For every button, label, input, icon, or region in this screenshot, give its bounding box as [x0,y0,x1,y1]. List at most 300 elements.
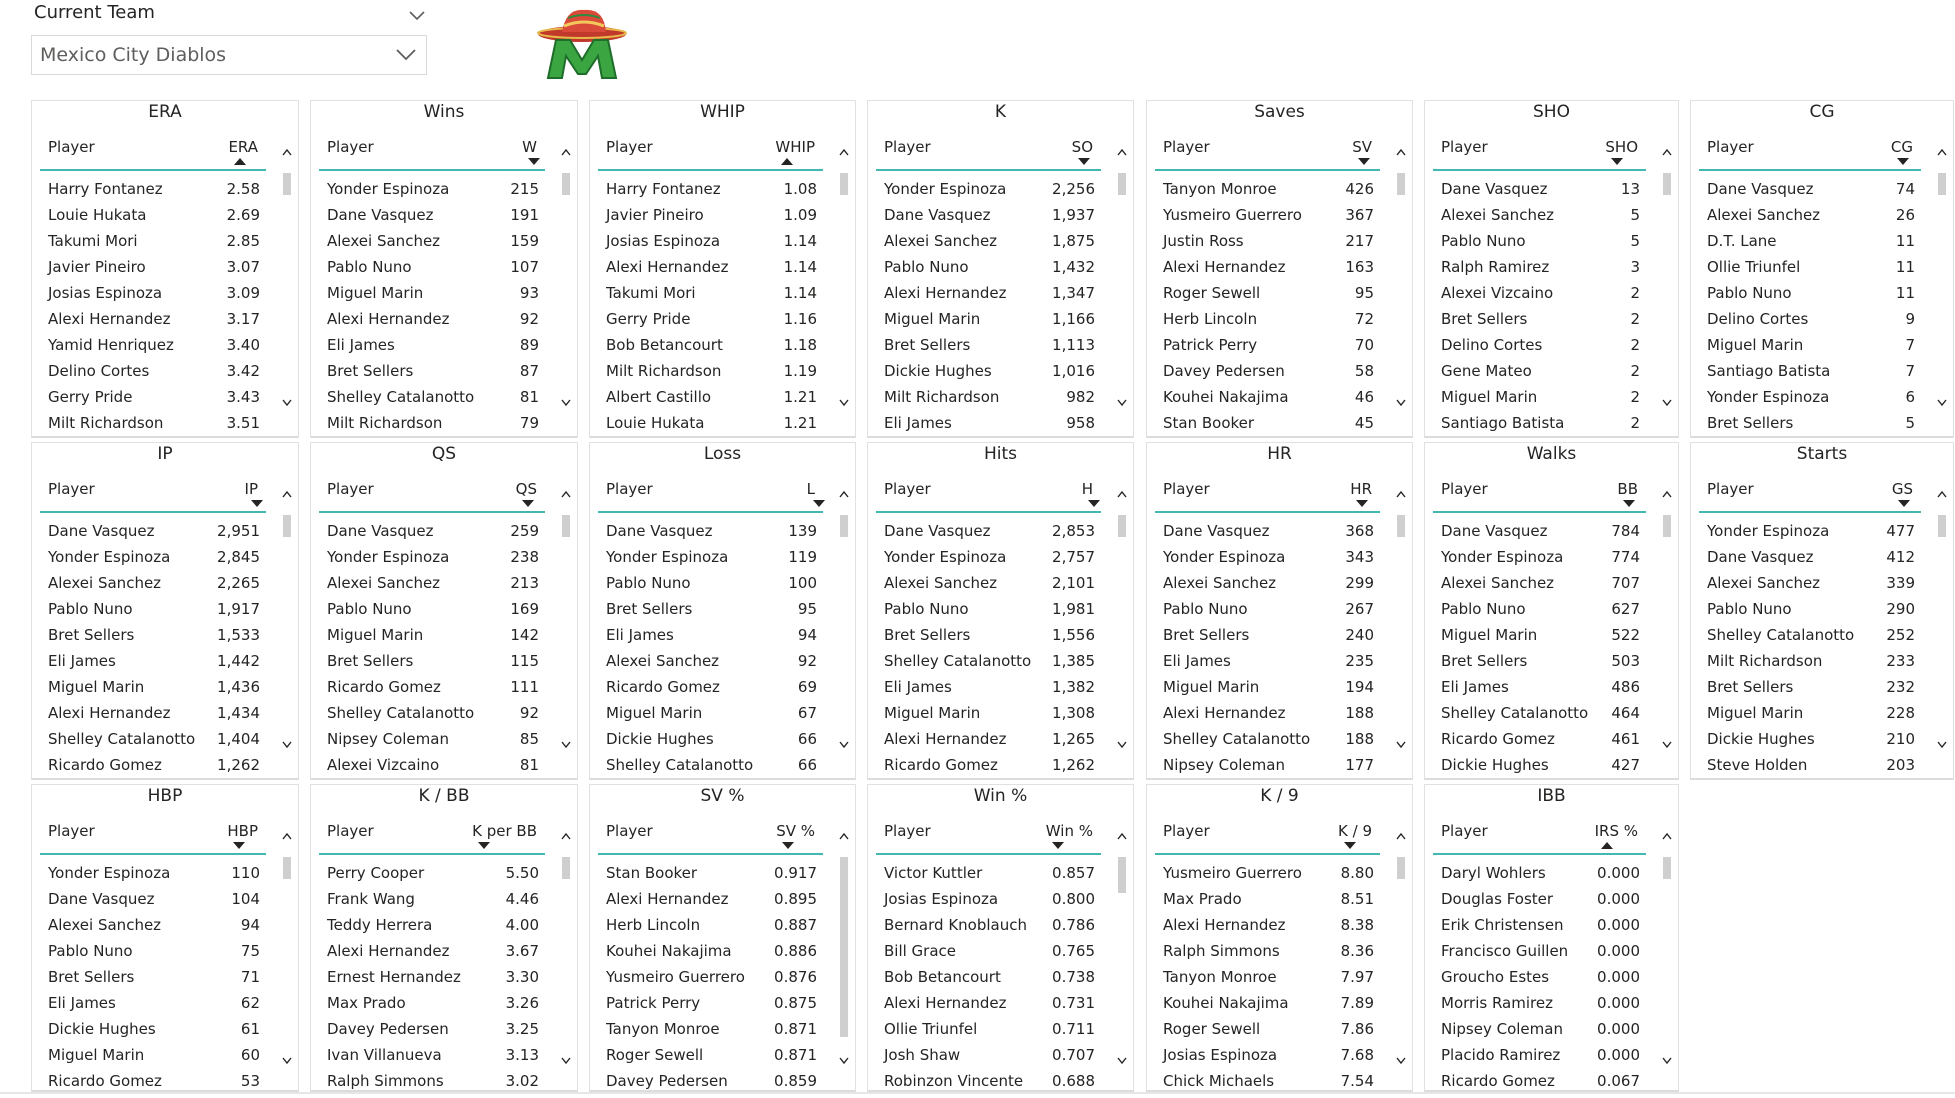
scrollbar-thumb[interactable] [562,515,570,537]
table-row[interactable] [868,890,1133,916]
table-row[interactable] [1147,362,1412,388]
table-row[interactable] [311,362,577,388]
table-row[interactable] [32,548,298,574]
table-row[interactable] [868,232,1133,258]
table-row[interactable] [1691,548,1953,574]
table-row[interactable] [1425,968,1678,994]
sort-descending-icon[interactable] [1898,500,1910,507]
scrollbar-thumb[interactable] [1118,857,1126,893]
table-row[interactable] [32,994,298,1020]
scroll-down-icon[interactable] [282,1057,292,1065]
table-row[interactable] [311,942,577,968]
scroll-down-icon[interactable] [1396,741,1406,749]
table-row[interactable] [868,864,1133,890]
scrollbar-thumb[interactable] [840,173,848,195]
table-row[interactable] [1425,414,1678,440]
table-row[interactable] [1425,522,1678,548]
table-row[interactable] [1691,704,1953,730]
table-row[interactable] [32,626,298,652]
table-row[interactable] [590,548,855,574]
table-row[interactable] [1147,890,1412,916]
scrollbar-thumb[interactable] [1118,515,1126,537]
table-row[interactable] [1691,522,1953,548]
table-row[interactable] [311,548,577,574]
column-header-stat[interactable]: IRS % [1594,822,1638,840]
table-row[interactable] [868,1020,1133,1046]
table-row[interactable] [311,1072,577,1098]
table-row[interactable] [590,864,855,890]
table-row[interactable] [32,284,298,310]
sort-descending-icon[interactable] [1344,842,1356,849]
column-header-player[interactable]: Player [1441,480,1488,498]
table-row[interactable] [311,574,577,600]
table-row[interactable] [311,916,577,942]
table-row[interactable] [1691,284,1953,310]
table-row[interactable] [32,206,298,232]
table-row[interactable] [868,704,1133,730]
table-row[interactable] [311,310,577,336]
table-row[interactable] [1425,232,1678,258]
table-row[interactable] [311,968,577,994]
table-row[interactable] [1147,206,1412,232]
table-row[interactable] [1147,994,1412,1020]
table-row[interactable] [311,600,577,626]
table-row[interactable] [1691,388,1953,414]
column-header-stat[interactable]: GS [1891,480,1913,498]
table-row[interactable] [1691,232,1953,258]
table-row[interactable] [1147,652,1412,678]
table-row[interactable] [868,600,1133,626]
column-header-player[interactable]: Player [884,480,931,498]
table-row[interactable] [1425,864,1678,890]
table-row[interactable] [1147,414,1412,440]
table-row[interactable] [32,890,298,916]
table-row[interactable] [1147,600,1412,626]
scroll-up-icon[interactable] [1396,148,1406,156]
table-row[interactable] [1147,864,1412,890]
scroll-down-icon[interactable] [1117,1057,1127,1065]
table-row[interactable] [1691,678,1953,704]
table-row[interactable] [311,284,577,310]
sort-descending-icon[interactable] [478,842,490,849]
table-row[interactable] [868,362,1133,388]
scrollbar-thumb[interactable] [283,857,291,879]
column-header-player[interactable]: Player [606,138,653,156]
scroll-down-icon[interactable] [561,741,571,749]
table-row[interactable] [1147,942,1412,968]
table-row[interactable] [1425,574,1678,600]
table-row[interactable] [311,336,577,362]
column-header-player[interactable]: Player [48,138,95,156]
table-row[interactable] [1147,258,1412,284]
scrollbar-thumb[interactable] [1663,515,1671,537]
table-row[interactable] [32,414,298,440]
column-header-stat[interactable]: SV [1352,138,1372,156]
table-row[interactable] [1147,310,1412,336]
column-header-stat[interactable]: HBP [227,822,258,840]
sort-descending-icon[interactable] [1611,158,1623,165]
column-header-player[interactable]: Player [1441,822,1488,840]
table-row[interactable] [32,916,298,942]
column-header-player[interactable]: Player [327,822,374,840]
scroll-down-icon[interactable] [1662,741,1672,749]
table-row[interactable] [1425,180,1678,206]
table-row[interactable] [32,704,298,730]
sort-descending-icon[interactable] [1052,842,1064,849]
table-row[interactable] [1147,336,1412,362]
column-header-stat[interactable]: Win % [1045,822,1093,840]
table-row[interactable] [1425,626,1678,652]
scroll-up-icon[interactable] [561,490,571,498]
scroll-down-icon[interactable] [1662,1057,1672,1065]
scrollbar-thumb[interactable] [1938,173,1946,195]
scroll-up-icon[interactable] [1662,490,1672,498]
scrollbar-thumb[interactable] [1397,173,1405,195]
table-row[interactable] [1147,574,1412,600]
table-row[interactable] [1147,916,1412,942]
table-row[interactable] [311,1046,577,1072]
sort-ascending-icon[interactable] [234,158,246,165]
table-row[interactable] [1691,574,1953,600]
scroll-up-icon[interactable] [282,832,292,840]
table-row[interactable] [1425,994,1678,1020]
column-header-stat[interactable]: CG [1890,138,1913,156]
table-row[interactable] [311,206,577,232]
sort-descending-icon[interactable] [1623,500,1635,507]
scroll-up-icon[interactable] [1662,148,1672,156]
table-row[interactable] [590,652,855,678]
table-row[interactable] [311,180,577,206]
table-row[interactable] [1691,180,1953,206]
scrollbar-thumb[interactable] [840,857,848,1037]
column-header-player[interactable]: Player [327,480,374,498]
table-row[interactable] [1147,284,1412,310]
column-header-player[interactable]: Player [48,480,95,498]
table-row[interactable] [32,756,298,782]
table-row[interactable] [868,284,1133,310]
scroll-up-icon[interactable] [561,148,571,156]
column-header-stat[interactable]: WHIP [775,138,815,156]
scroll-down-icon[interactable] [282,399,292,407]
column-header-stat[interactable]: H [1081,480,1093,498]
table-row[interactable] [1691,336,1953,362]
table-row[interactable] [1425,388,1678,414]
table-row[interactable] [590,232,855,258]
table-row[interactable] [1425,704,1678,730]
scrollbar-thumb[interactable] [283,515,291,537]
table-row[interactable] [311,232,577,258]
table-row[interactable] [590,414,855,440]
table-row[interactable] [311,730,577,756]
column-header-stat[interactable]: L [806,480,815,498]
table-row[interactable] [1425,678,1678,704]
sort-descending-icon[interactable] [1897,158,1909,165]
table-row[interactable] [311,522,577,548]
table-row[interactable] [590,258,855,284]
scroll-up-icon[interactable] [1396,490,1406,498]
table-row[interactable] [1425,890,1678,916]
column-header-player[interactable]: Player [606,480,653,498]
scrollbar-thumb[interactable] [840,515,848,537]
table-row[interactable] [1425,942,1678,968]
table-row[interactable] [32,968,298,994]
scroll-up-icon[interactable] [561,832,571,840]
table-row[interactable] [1147,678,1412,704]
table-row[interactable] [1691,756,1953,782]
scroll-down-icon[interactable] [561,1057,571,1065]
scrollbar-thumb[interactable] [1397,515,1405,537]
table-row[interactable] [1691,414,1953,440]
table-row[interactable] [1425,1046,1678,1072]
sort-descending-icon[interactable] [522,500,534,507]
scroll-down-icon[interactable] [1662,399,1672,407]
scrollbar-thumb[interactable] [283,173,291,195]
table-row[interactable] [1147,1020,1412,1046]
scroll-up-icon[interactable] [839,490,849,498]
column-header-stat[interactable]: SO [1071,138,1093,156]
table-row[interactable] [590,388,855,414]
scroll-up-icon[interactable] [282,490,292,498]
sort-descending-icon[interactable] [1356,500,1368,507]
scroll-up-icon[interactable] [839,148,849,156]
table-row[interactable] [32,574,298,600]
table-row[interactable] [868,258,1133,284]
column-header-stat[interactable]: QS [515,480,537,498]
column-header-stat[interactable]: HR [1350,480,1372,498]
table-row[interactable] [32,310,298,336]
table-row[interactable] [32,1020,298,1046]
table-row[interactable] [311,864,577,890]
table-row[interactable] [32,1046,298,1072]
scroll-down-icon[interactable] [1117,741,1127,749]
table-row[interactable] [590,522,855,548]
table-row[interactable] [868,388,1133,414]
scroll-down-icon[interactable] [839,399,849,407]
table-row[interactable] [1147,756,1412,782]
table-row[interactable] [1425,362,1678,388]
table-row[interactable] [1147,548,1412,574]
scrollbar-thumb[interactable] [1397,857,1405,879]
table-row[interactable] [32,1072,298,1098]
table-row[interactable] [590,942,855,968]
table-row[interactable] [590,1020,855,1046]
table-row[interactable] [590,600,855,626]
table-row[interactable] [868,414,1133,440]
scroll-up-icon[interactable] [839,832,849,840]
table-row[interactable] [1147,968,1412,994]
table-row[interactable] [868,336,1133,362]
table-row[interactable] [32,180,298,206]
table-row[interactable] [1425,1020,1678,1046]
table-row[interactable] [311,704,577,730]
table-row[interactable] [32,232,298,258]
sort-ascending-icon[interactable] [1601,842,1613,849]
table-row[interactable] [311,994,577,1020]
table-row[interactable] [868,626,1133,652]
column-header-player[interactable]: Player [1707,480,1754,498]
table-row[interactable] [311,626,577,652]
table-row[interactable] [868,1072,1133,1098]
table-row[interactable] [590,678,855,704]
sort-descending-icon[interactable] [1358,158,1370,165]
scroll-down-icon[interactable] [1117,399,1127,407]
scroll-down-icon[interactable] [1937,399,1947,407]
table-row[interactable] [311,678,577,704]
table-row[interactable] [868,548,1133,574]
scroll-down-icon[interactable] [282,741,292,749]
scrollbar-thumb[interactable] [1663,857,1671,879]
column-header-player[interactable]: Player [1163,138,1210,156]
column-header-stat[interactable]: K / 9 [1338,822,1372,840]
column-header-player[interactable]: Player [606,822,653,840]
scroll-down-icon[interactable] [561,399,571,407]
sort-ascending-icon[interactable] [781,158,793,165]
table-row[interactable] [868,206,1133,232]
scroll-down-icon[interactable] [839,741,849,749]
table-row[interactable] [868,678,1133,704]
table-row[interactable] [311,414,577,440]
column-header-stat[interactable]: IP [244,480,258,498]
table-row[interactable] [868,730,1133,756]
column-header-stat[interactable]: SHO [1605,138,1638,156]
column-header-stat[interactable]: K per BB [472,822,537,840]
column-header-stat[interactable]: W [522,138,537,156]
table-row[interactable] [868,916,1133,942]
table-row[interactable] [590,994,855,1020]
table-row[interactable] [1425,730,1678,756]
table-row[interactable] [32,600,298,626]
table-row[interactable] [32,864,298,890]
table-row[interactable] [1425,600,1678,626]
table-row[interactable] [1691,626,1953,652]
scrollbar-thumb[interactable] [1938,515,1946,537]
table-row[interactable] [1147,1072,1412,1098]
table-row[interactable] [868,1046,1133,1072]
table-row[interactable] [1691,258,1953,284]
sort-descending-icon[interactable] [782,842,794,849]
table-row[interactable] [868,942,1133,968]
table-row[interactable] [32,336,298,362]
sort-descending-icon[interactable] [528,158,540,165]
column-header-player[interactable]: Player [327,138,374,156]
table-row[interactable] [590,730,855,756]
table-row[interactable] [1425,206,1678,232]
table-row[interactable] [590,756,855,782]
table-row[interactable] [1691,730,1953,756]
sort-descending-icon[interactable] [251,500,263,507]
table-row[interactable] [590,336,855,362]
scrollbar-thumb[interactable] [562,857,570,879]
scroll-down-icon[interactable] [839,1057,849,1065]
table-row[interactable] [32,362,298,388]
table-row[interactable] [1425,258,1678,284]
table-row[interactable] [1147,626,1412,652]
table-row[interactable] [1147,1046,1412,1072]
table-row[interactable] [868,756,1133,782]
scroll-up-icon[interactable] [1396,832,1406,840]
table-row[interactable] [32,258,298,284]
table-row[interactable] [311,258,577,284]
table-row[interactable] [1691,652,1953,678]
table-row[interactable] [868,994,1133,1020]
scroll-down-icon[interactable] [1396,399,1406,407]
column-header-stat[interactable]: BB [1617,480,1638,498]
table-row[interactable] [1425,284,1678,310]
table-row[interactable] [1425,1072,1678,1098]
table-row[interactable] [311,756,577,782]
table-row[interactable] [868,574,1133,600]
team-dropdown[interactable] [31,35,427,75]
scrollbar-thumb[interactable] [562,173,570,195]
scroll-down-icon[interactable] [1396,1057,1406,1065]
table-row[interactable] [1147,180,1412,206]
scrollbar-thumb[interactable] [1118,173,1126,195]
table-row[interactable] [32,730,298,756]
table-row[interactable] [1425,336,1678,362]
column-header-stat[interactable]: ERA [228,138,258,156]
table-row[interactable] [1691,206,1953,232]
column-header-player[interactable]: Player [1163,822,1210,840]
table-row[interactable] [311,890,577,916]
table-row[interactable] [1425,548,1678,574]
table-row[interactable] [1691,362,1953,388]
sort-descending-icon[interactable] [813,500,825,507]
table-row[interactable] [868,522,1133,548]
table-row[interactable] [1691,310,1953,336]
scroll-up-icon[interactable] [282,148,292,156]
column-header-player[interactable]: Player [1441,138,1488,156]
column-header-player[interactable]: Player [884,822,931,840]
column-header-player[interactable]: Player [1707,138,1754,156]
table-row[interactable] [311,652,577,678]
scrollbar-thumb[interactable] [1663,173,1671,195]
table-row[interactable] [32,678,298,704]
table-row[interactable] [32,652,298,678]
table-row[interactable] [1147,388,1412,414]
scroll-up-icon[interactable] [1662,832,1672,840]
table-row[interactable] [311,388,577,414]
table-row[interactable] [590,1072,855,1098]
table-row[interactable] [868,652,1133,678]
table-row[interactable] [590,206,855,232]
table-row[interactable] [590,180,855,206]
sort-descending-icon[interactable] [1078,158,1090,165]
scroll-up-icon[interactable] [1937,490,1947,498]
table-row[interactable] [1425,756,1678,782]
column-header-player[interactable]: Player [48,822,95,840]
table-row[interactable] [32,388,298,414]
column-header-player[interactable]: Player [884,138,931,156]
column-header-player[interactable]: Player [1163,480,1210,498]
scroll-down-icon[interactable] [1937,741,1947,749]
table-row[interactable] [590,284,855,310]
table-row[interactable] [1425,916,1678,942]
table-row[interactable] [1147,232,1412,258]
scroll-up-icon[interactable] [1117,832,1127,840]
table-row[interactable] [590,310,855,336]
table-row[interactable] [1425,652,1678,678]
sort-descending-icon[interactable] [1088,500,1100,507]
table-row[interactable] [1425,310,1678,336]
scroll-up-icon[interactable] [1937,148,1947,156]
table-row[interactable] [590,916,855,942]
column-header-stat[interactable]: SV % [776,822,815,840]
table-row[interactable] [590,626,855,652]
table-row[interactable] [868,180,1133,206]
table-row[interactable] [590,574,855,600]
scroll-up-icon[interactable] [1117,148,1127,156]
sort-descending-icon[interactable] [233,842,245,849]
